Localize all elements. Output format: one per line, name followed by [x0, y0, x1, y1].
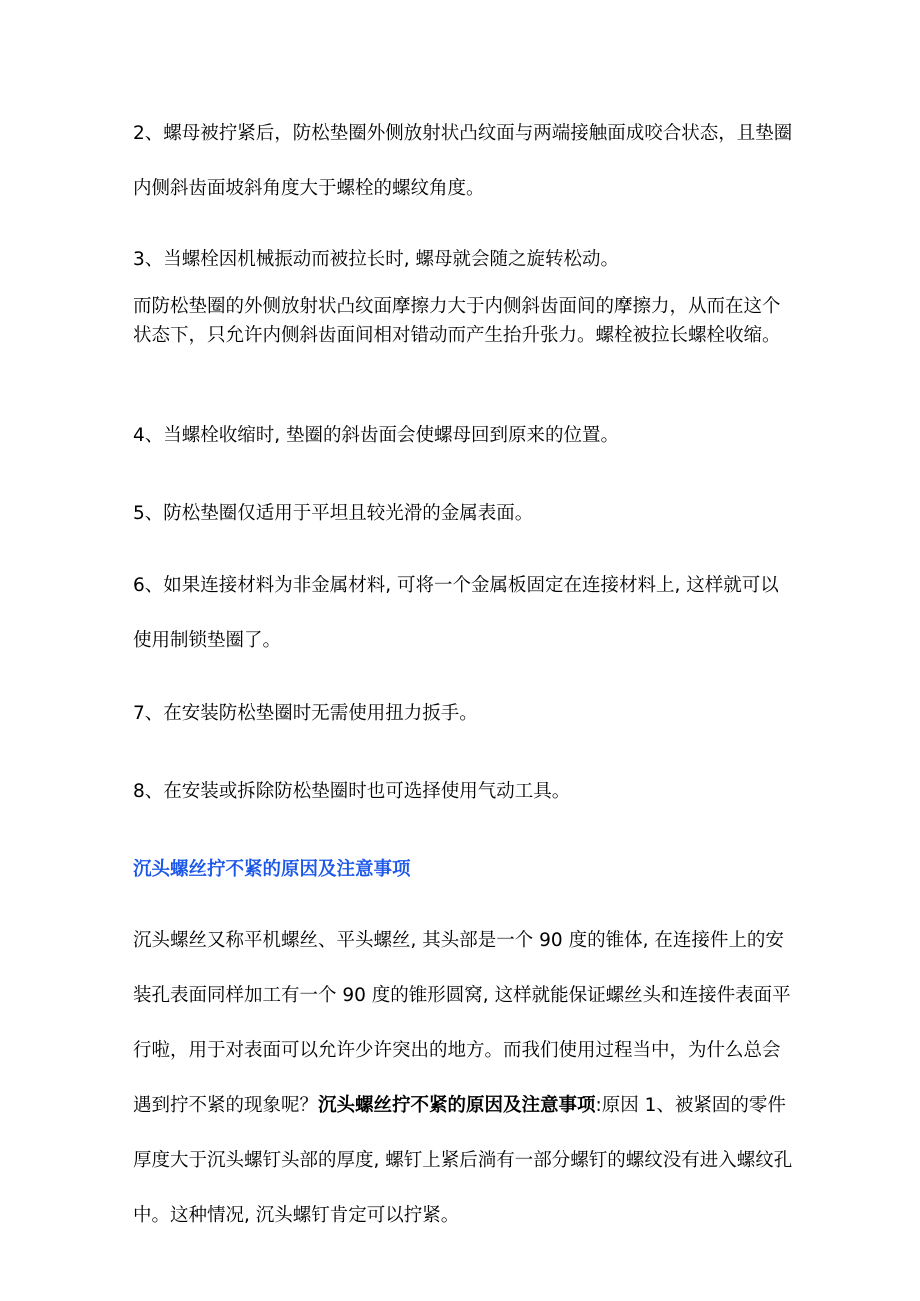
list-item-3: 3、当螺栓因机械振动而被拉长时, 螺母就会随之旋转松动。: [133, 249, 620, 270]
list-item-3-detail: 而防松垫圈的外侧放射状凸纹面摩擦力大于内侧斜齿面间的摩擦力，从而在这个状态下，只允许内侧斜齿面间相对错动而产生抬升张力。螺栓被拉长螺栓收缩。: [133, 296, 781, 346]
list-item-5: 5、防松垫圈仅适用于平坦且较光滑的金属表面。: [133, 503, 534, 524]
paragraph-text-end: :原因 1、被紧固的零件厚度大于沉头螺钉头部的厚度, 螺钉上紧后淌有一部分螺钉的螺纹没有进入螺纹孔中。这种情况, 沉头螺钉肯定可以拧紧。: [133, 1095, 793, 1226]
section-paragraph: [133, 913, 793, 1243]
section-heading: 沉头螺丝拧不紧的原因及注意事项: [133, 859, 411, 880]
paragraph-bold-phrase: 沉头螺丝拧不紧的原因及注意事项: [318, 1095, 596, 1116]
list-item-4: 4、当螺栓收缩时, 垫圈的斜齿面会使螺母回到原来的位置。: [133, 425, 620, 446]
list-item-6: 6、如果连接材料为非金属材料, 可将一个金属板固定在连接材料上, 这样就可以使用制锁垫圈了。: [133, 575, 779, 651]
list-item-7: 7、在安装防松垫圈时无需使用扭力扳手。: [133, 703, 478, 724]
list-item-8: 8、在安装或拆除防松垫圈时也可选择使用气动工具。: [133, 781, 571, 802]
list-item-2: 2、螺母被拧紧后，防松垫圈外侧放射状凸纹面与两端接触面成咬合状态，且垫圈内侧斜齿面坡斜角度大于螺栓的螺纹角度。: [133, 123, 793, 199]
paragraph-text-start: 沉头螺丝又称平机螺丝、平头螺丝, 其头部是一个 90 度的锥体, 在连接件上的安装孔表面同样加工有一个 90 度的锥形圆窝, 这样就能保证螺丝头和连接件表面平行啦，用于对表面可以允许少许突出的地方。而我们使用过程当中，为什么总会遇到拧不紧的现象呢？: [133, 930, 791, 1116]
